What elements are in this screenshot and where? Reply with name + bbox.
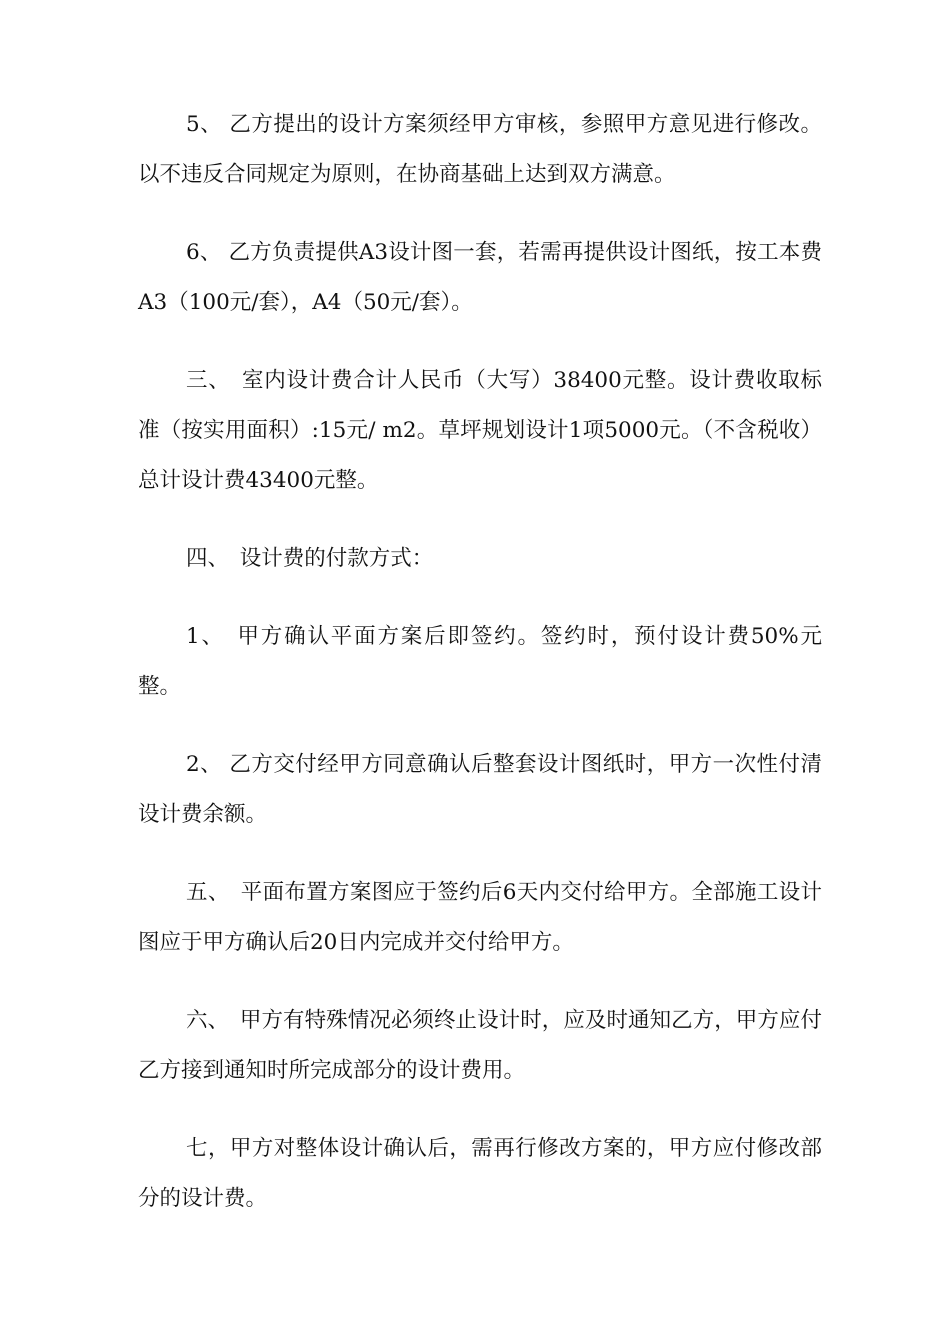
paragraph-6-drawings-supply: 6、 乙方负责提供A3设计图一套，若需再提供设计图纸，按工本费A3（100元/套），A4（50元/套）。 — [138, 240, 822, 315]
paragraph-4-payment-method: 四、 设计费的付款方式： — [186, 546, 434, 571]
paragraph-3-design-fee: 三、 室内设计费合计人民币（大写）38400元整。设计费收取标准（按实用面积）:15元/ m2。草坪规划设计1项5000元。（不含税收）总计设计费43400元整。 — [138, 368, 822, 493]
paragraph-5-delivery-schedule: 五、 平面布置方案图应于签约后6天内交付给甲方。全部施工设计图应于甲方确认后20日内完成并交付给甲方。 — [138, 880, 822, 955]
paragraph-4-1-deposit: 1、 甲方确认平面方案后即签约。签约时，预付设计费50%元 整。 — [138, 624, 844, 699]
document-body — [138, 100, 844, 1252]
paragraph-6-termination: 六、 甲方有特殊情况必须终止设计时，应及时通知乙方，甲方应付乙方接到通知时所完成部分的设计费用。 — [138, 1008, 822, 1083]
paragraph-7-modification-fee: 七，甲方对整体设计确认后，需再行修改方案的，甲方应付修改部分的设计费。 — [138, 1136, 822, 1211]
paragraph-5-design-review: 5、 乙方提出的设计方案须经甲方审核，参照甲方意见进行修改。以不违反合同规定为原则，在协商基础上达到双方满意。 — [138, 112, 822, 187]
paragraph-4-2-balance: 2、 乙方交付经甲方同意确认后整套设计图纸时，甲方一次性付清设计费余额。 — [138, 752, 822, 827]
